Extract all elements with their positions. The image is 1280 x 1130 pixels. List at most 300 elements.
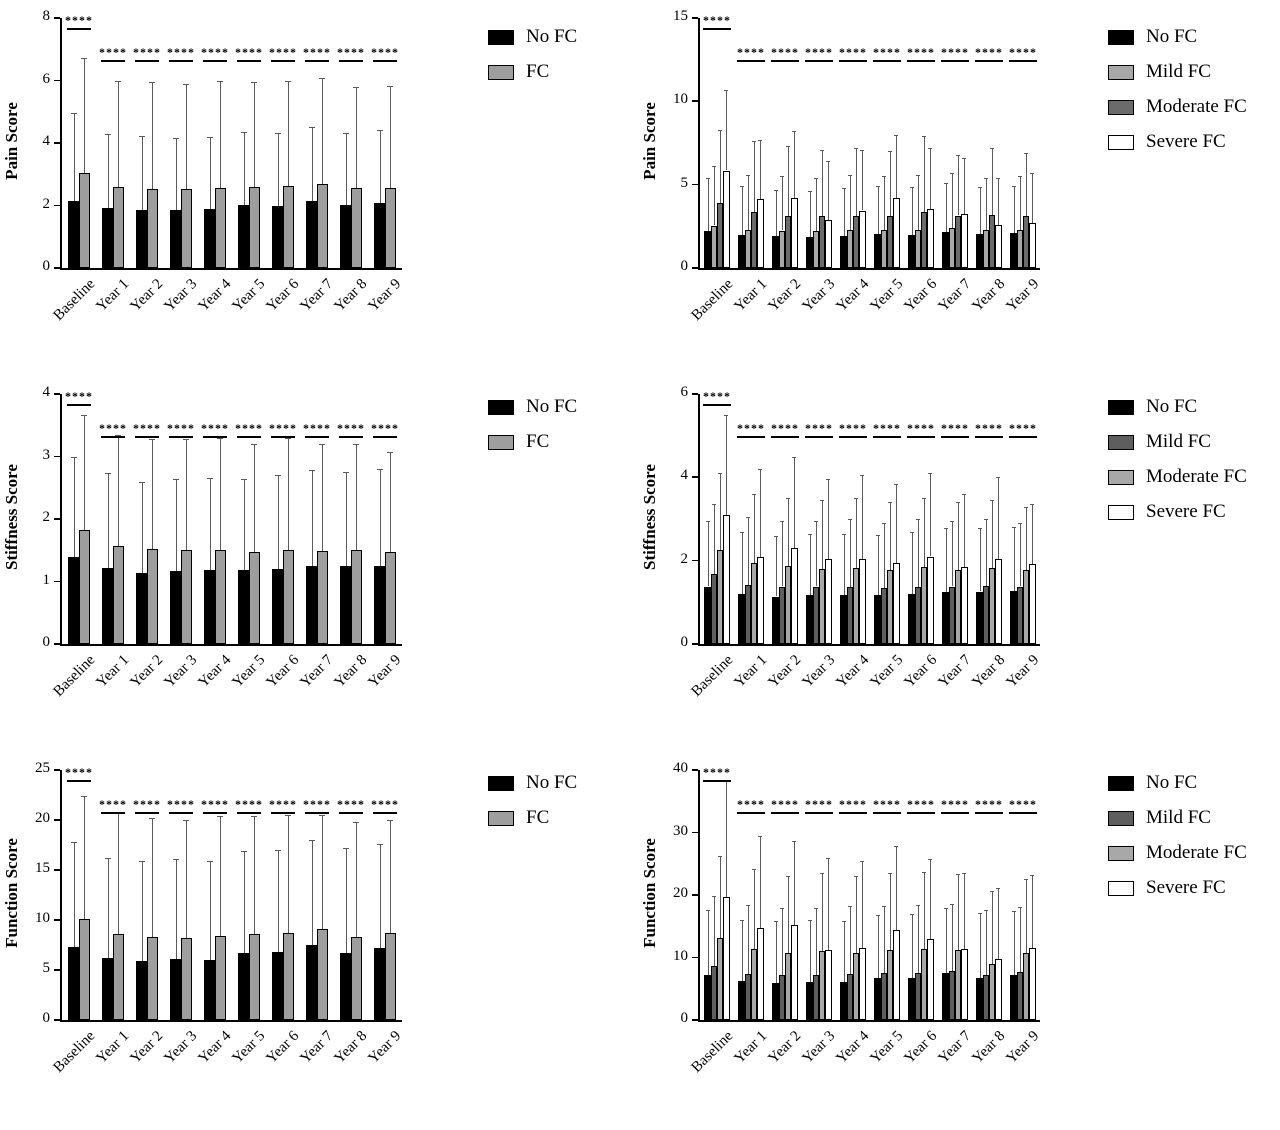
- significance-stars: ****: [132, 45, 161, 59]
- x-tick-label: Year 3: [799, 1028, 839, 1067]
- error-bar-cap: [928, 859, 932, 860]
- error-bar-cap: [115, 81, 121, 82]
- bar: [961, 949, 967, 1020]
- error-bar-cap: [285, 81, 291, 82]
- error-bar-cap: [251, 82, 257, 83]
- significance-line: [67, 404, 90, 406]
- error-bar-cap: [309, 470, 315, 471]
- x-axis-line: [700, 644, 1040, 646]
- y-axis-title: Function Score: [2, 838, 21, 948]
- significance-stars: ****: [64, 389, 93, 403]
- x-tick-label: Year 9: [365, 652, 405, 691]
- significance-stars: ****: [906, 45, 935, 59]
- error-bar-cap: [173, 479, 179, 480]
- error-bar-cap: [718, 130, 722, 131]
- legend-swatch: [1108, 435, 1134, 450]
- significance-line: [305, 60, 328, 62]
- error-bar: [782, 521, 783, 586]
- error-bar: [896, 135, 897, 198]
- legend-label: FC: [526, 61, 550, 82]
- significance-stars: ****: [770, 797, 799, 811]
- x-tick-label: Year 5: [229, 652, 269, 691]
- bar: [113, 934, 124, 1020]
- error-bar-cap: [882, 906, 886, 907]
- chart-panel-stiffness-2group: [0, 376, 640, 752]
- legend-label: No FC: [526, 396, 578, 417]
- error-bar: [810, 534, 811, 595]
- significance-line: [873, 60, 900, 62]
- error-bar: [1032, 875, 1033, 948]
- x-tick-label: Year 1: [731, 652, 771, 691]
- error-bar-cap: [916, 519, 920, 520]
- error-bar: [816, 521, 817, 586]
- legend-label: No FC: [1146, 396, 1198, 417]
- error-bar: [918, 519, 919, 587]
- x-tick-label: Year 6: [901, 1028, 941, 1067]
- x-tick-label: Year 9: [365, 1028, 405, 1067]
- y-axis-line: [60, 770, 62, 1022]
- y-tick: [692, 267, 698, 269]
- error-bar-cap: [758, 140, 762, 141]
- significance-stars: ****: [1008, 45, 1037, 59]
- error-bar: [720, 473, 721, 550]
- bar: [102, 958, 113, 1020]
- error-bar: [726, 90, 727, 171]
- significance-line: [941, 436, 968, 438]
- error-bar-cap: [786, 498, 790, 499]
- error-bar: [964, 873, 965, 949]
- x-tick-label: Year 1: [93, 276, 133, 315]
- error-bar: [84, 415, 85, 529]
- error-bar-cap: [183, 439, 189, 440]
- error-bar-cap: [1030, 875, 1034, 876]
- error-bar: [210, 137, 211, 210]
- significance-line: [941, 60, 968, 62]
- error-bar: [84, 796, 85, 919]
- legend-label: FC: [526, 807, 550, 828]
- error-bar-cap: [319, 444, 325, 445]
- y-tick-label: 5: [42, 960, 50, 976]
- error-bar: [152, 82, 153, 189]
- error-bar: [152, 439, 153, 549]
- significance-line: [271, 812, 294, 814]
- y-tick-label: 4: [42, 384, 50, 400]
- error-bar: [108, 134, 109, 207]
- y-tick-label: 0: [680, 634, 688, 650]
- error-bar: [108, 473, 109, 569]
- error-bar-cap: [387, 452, 393, 453]
- y-tick: [54, 518, 60, 520]
- error-bar-cap: [149, 439, 155, 440]
- error-bar-cap: [71, 842, 77, 843]
- error-bar: [828, 161, 829, 219]
- bar: [757, 199, 763, 268]
- error-bar: [714, 166, 715, 225]
- error-bar-cap: [377, 844, 383, 845]
- error-bar: [346, 848, 347, 953]
- error-bar: [828, 858, 829, 950]
- significance-stars: ****: [770, 45, 799, 59]
- error-bar-cap: [752, 494, 756, 495]
- bar: [1029, 948, 1035, 1020]
- error-bar-cap: [183, 820, 189, 821]
- x-axis-line: [700, 268, 1040, 270]
- error-bar-cap: [996, 477, 1000, 478]
- x-tick-label: Year 7: [935, 276, 975, 315]
- legend-swatch: [1108, 811, 1134, 826]
- significance-line: [237, 812, 260, 814]
- error-bar-cap: [990, 500, 994, 501]
- legend-item: [1108, 466, 1247, 488]
- error-bar-cap: [910, 914, 914, 915]
- significance-line: [975, 812, 1002, 814]
- error-bar: [356, 444, 357, 550]
- y-tick-label: 8: [42, 8, 50, 24]
- y-tick-label: 4: [42, 133, 50, 149]
- error-bar: [992, 891, 993, 964]
- x-tick-label: Year 8: [969, 276, 1009, 315]
- error-bar-cap: [854, 148, 858, 149]
- error-bar-cap: [353, 444, 359, 445]
- bar: [170, 959, 181, 1020]
- error-bar: [884, 906, 885, 974]
- error-bar-cap: [944, 908, 948, 909]
- significance-stars: ****: [736, 421, 765, 435]
- error-bar-cap: [956, 155, 960, 156]
- x-tick-label: Year 8: [969, 1028, 1009, 1067]
- significance-stars: ****: [336, 45, 365, 59]
- error-bar-cap: [950, 904, 954, 905]
- significance-stars: ****: [804, 797, 833, 811]
- y-tick: [54, 80, 60, 82]
- y-tick-label: 10: [673, 947, 688, 964]
- error-bar: [884, 176, 885, 229]
- significance-stars: ****: [336, 421, 365, 435]
- error-bar: [816, 908, 817, 976]
- x-tick-label: Year 2: [127, 652, 167, 691]
- error-bar: [748, 175, 749, 230]
- error-bar-cap: [842, 921, 846, 922]
- significance-line: [373, 60, 396, 62]
- error-bar-cap: [746, 175, 750, 176]
- significance-stars: ****: [872, 797, 901, 811]
- significance-line: [101, 60, 124, 62]
- bar: [249, 934, 260, 1020]
- error-bar: [186, 439, 187, 550]
- error-bar-cap: [922, 498, 926, 499]
- error-bar-cap: [343, 133, 349, 134]
- error-bar: [1026, 153, 1027, 216]
- bar: [68, 557, 79, 645]
- error-bar-cap: [1018, 176, 1022, 177]
- error-bar-cap: [996, 888, 1000, 889]
- error-bar: [782, 176, 783, 230]
- bar: [961, 567, 967, 644]
- y-tick: [54, 969, 60, 971]
- significance-stars: ****: [370, 797, 399, 811]
- legend-item: [488, 431, 577, 453]
- legend-label: Moderate FC: [1146, 842, 1247, 863]
- error-bar: [254, 816, 255, 934]
- error-bar: [708, 521, 709, 586]
- error-bar-cap: [1024, 507, 1028, 508]
- significance-stars: ****: [370, 421, 399, 435]
- x-tick-label: Year 5: [867, 276, 907, 315]
- error-bar: [862, 150, 863, 211]
- error-bar: [142, 482, 143, 574]
- x-tick-label: Year 6: [263, 1028, 303, 1067]
- error-bar: [176, 479, 177, 571]
- error-bar: [748, 905, 749, 974]
- significance-stars: ****: [200, 797, 229, 811]
- legend: [1108, 772, 1247, 912]
- error-bar: [850, 906, 851, 974]
- error-bar: [74, 457, 75, 557]
- error-bar-cap: [956, 502, 960, 503]
- x-tick-label: Year 9: [1003, 276, 1043, 315]
- x-tick-label: Year 9: [1003, 1028, 1043, 1067]
- significance-stars: ****: [132, 797, 161, 811]
- error-bar: [220, 816, 221, 936]
- error-bar: [278, 475, 279, 569]
- error-bar: [946, 528, 947, 592]
- bar: [351, 550, 362, 644]
- bar: [723, 515, 729, 644]
- significance-line: [805, 436, 832, 438]
- significance-line: [1009, 60, 1036, 62]
- significance-line: [339, 436, 362, 438]
- error-bar-cap: [860, 475, 864, 476]
- y-tick-label: 30: [673, 822, 688, 839]
- legend-label: Severe FC: [1146, 877, 1226, 898]
- bar: [238, 953, 249, 1020]
- legend-item: [488, 807, 577, 829]
- chart-panel-function-4group: [640, 752, 1280, 1130]
- y-axis-title: Stiffness Score: [2, 464, 21, 570]
- x-tick-label: Year 7: [297, 652, 337, 691]
- bar: [825, 950, 831, 1020]
- x-tick-label: Year 8: [331, 276, 371, 315]
- error-bar-cap: [251, 444, 257, 445]
- significance-line: [805, 60, 832, 62]
- error-bar: [84, 58, 85, 173]
- error-bar-cap: [984, 910, 988, 911]
- y-tick: [54, 819, 60, 821]
- legend-swatch: [488, 30, 514, 45]
- significance-line: [67, 780, 90, 782]
- x-tick-label: Year 5: [229, 276, 269, 315]
- error-bar-cap: [1030, 504, 1034, 505]
- error-bar-cap: [820, 150, 824, 151]
- bar: [68, 201, 79, 268]
- error-bar: [878, 915, 879, 978]
- error-bar: [958, 874, 959, 950]
- y-tick: [54, 869, 60, 871]
- x-tick-label: Year 2: [765, 1028, 805, 1067]
- error-bar-cap: [978, 913, 982, 914]
- bar: [893, 930, 899, 1020]
- error-bar: [322, 78, 323, 184]
- bar: [927, 209, 933, 268]
- y-tick-label: 0: [680, 258, 688, 274]
- significance-stars: ****: [200, 45, 229, 59]
- error-bar: [952, 521, 953, 586]
- error-bar-cap: [820, 500, 824, 501]
- bar: [181, 550, 192, 644]
- bar: [272, 569, 283, 644]
- significance-stars: ****: [370, 45, 399, 59]
- y-tick: [54, 142, 60, 144]
- y-axis-line: [60, 394, 62, 646]
- bar: [893, 563, 899, 644]
- significance-stars: ****: [906, 421, 935, 435]
- error-bar-cap: [814, 178, 818, 179]
- error-bar-cap: [1030, 173, 1034, 174]
- error-bar-cap: [922, 872, 926, 873]
- bar: [113, 546, 124, 644]
- error-bar: [220, 81, 221, 189]
- error-bar: [142, 861, 143, 961]
- error-bar: [312, 840, 313, 945]
- bar: [79, 919, 90, 1020]
- bar: [238, 570, 249, 644]
- significance-stars: ****: [838, 45, 867, 59]
- significance-line: [373, 436, 396, 438]
- error-bar-cap: [207, 861, 213, 862]
- bar: [147, 189, 158, 268]
- error-bar: [1026, 507, 1027, 570]
- x-tick-label: Year 6: [901, 276, 941, 315]
- significance-line: [169, 60, 192, 62]
- legend-swatch: [1108, 100, 1134, 115]
- significance-stars: ****: [974, 797, 1003, 811]
- significance-stars: ****: [234, 797, 263, 811]
- legend-label: No FC: [526, 772, 578, 793]
- significance-line: [873, 436, 900, 438]
- x-axis-line: [62, 268, 402, 270]
- error-bar-cap: [217, 81, 223, 82]
- legend: [488, 772, 577, 842]
- bar: [825, 559, 831, 644]
- error-bar-cap: [377, 469, 383, 470]
- bar: [147, 549, 158, 644]
- error-bar: [896, 846, 897, 930]
- y-tick-label: 5: [680, 174, 688, 191]
- error-bar-cap: [984, 178, 988, 179]
- bar: [859, 559, 865, 644]
- error-bar: [760, 469, 761, 557]
- bar: [283, 550, 294, 644]
- y-tick-label: 4: [680, 467, 688, 484]
- error-bar-cap: [149, 818, 155, 819]
- error-bar: [986, 178, 987, 230]
- error-bar: [992, 500, 993, 568]
- bar: [170, 210, 181, 268]
- y-tick: [692, 957, 698, 959]
- error-bar-cap: [353, 87, 359, 88]
- error-bar-cap: [251, 816, 257, 817]
- bar: [272, 206, 283, 269]
- error-bar: [924, 498, 925, 567]
- significance-line: [1009, 812, 1036, 814]
- legend-swatch: [488, 400, 514, 415]
- legend-label: FC: [526, 431, 550, 452]
- y-axis-line: [60, 18, 62, 270]
- significance-line: [339, 60, 362, 62]
- y-axis-title: Stiffness Score: [640, 464, 659, 570]
- error-bar: [794, 841, 795, 925]
- y-tick-label: 10: [35, 910, 50, 926]
- error-bar: [142, 136, 143, 209]
- error-bar-cap: [173, 859, 179, 860]
- error-bar-cap: [826, 479, 830, 480]
- error-bar-cap: [786, 876, 790, 877]
- bar: [204, 960, 215, 1020]
- error-bar: [890, 873, 891, 950]
- significance-line: [203, 60, 226, 62]
- y-tick-label: 20: [673, 885, 688, 901]
- error-bar: [708, 910, 709, 975]
- error-bar: [210, 478, 211, 571]
- error-bar: [856, 876, 857, 953]
- legend-label: Severe FC: [1146, 131, 1226, 152]
- bar: [204, 209, 215, 268]
- error-bar-cap: [718, 473, 722, 474]
- error-bar-cap: [792, 841, 796, 842]
- error-bar: [1032, 504, 1033, 564]
- error-bar: [776, 921, 777, 983]
- error-bar-cap: [826, 161, 830, 162]
- error-bar: [288, 81, 289, 187]
- error-bar: [380, 469, 381, 566]
- error-bar: [356, 822, 357, 937]
- error-bar: [952, 904, 953, 970]
- bar: [791, 548, 797, 644]
- y-axis-line: [698, 770, 700, 1022]
- error-bar: [980, 187, 981, 234]
- error-bar-cap: [217, 816, 223, 817]
- y-tick: [692, 894, 698, 896]
- legend: [1108, 396, 1247, 536]
- error-bar-cap: [962, 494, 966, 495]
- y-tick: [692, 643, 698, 645]
- error-bar: [754, 494, 755, 563]
- error-bar-cap: [724, 415, 728, 416]
- error-bar-cap: [740, 920, 744, 921]
- significance-stars: ****: [98, 45, 127, 59]
- bar: [927, 557, 933, 645]
- bar: [995, 225, 1001, 268]
- x-tick-label: Year 1: [93, 1028, 133, 1067]
- bar: [306, 201, 317, 268]
- significance-line: [737, 60, 764, 62]
- x-tick-label: Year 9: [365, 276, 405, 315]
- legend-item: [1108, 772, 1247, 794]
- error-bar: [930, 859, 931, 939]
- error-bar-cap: [888, 151, 892, 152]
- error-bar-cap: [71, 457, 77, 458]
- bar: [102, 568, 113, 644]
- legend-swatch: [1108, 470, 1134, 485]
- error-bar: [380, 844, 381, 948]
- error-bar: [74, 113, 75, 201]
- legend-swatch: [488, 435, 514, 450]
- error-bar-cap: [780, 908, 784, 909]
- significance-stars: ****: [336, 797, 365, 811]
- error-bar-cap: [377, 130, 383, 131]
- error-bar-cap: [854, 498, 858, 499]
- x-tick-label: Year 4: [833, 1028, 873, 1067]
